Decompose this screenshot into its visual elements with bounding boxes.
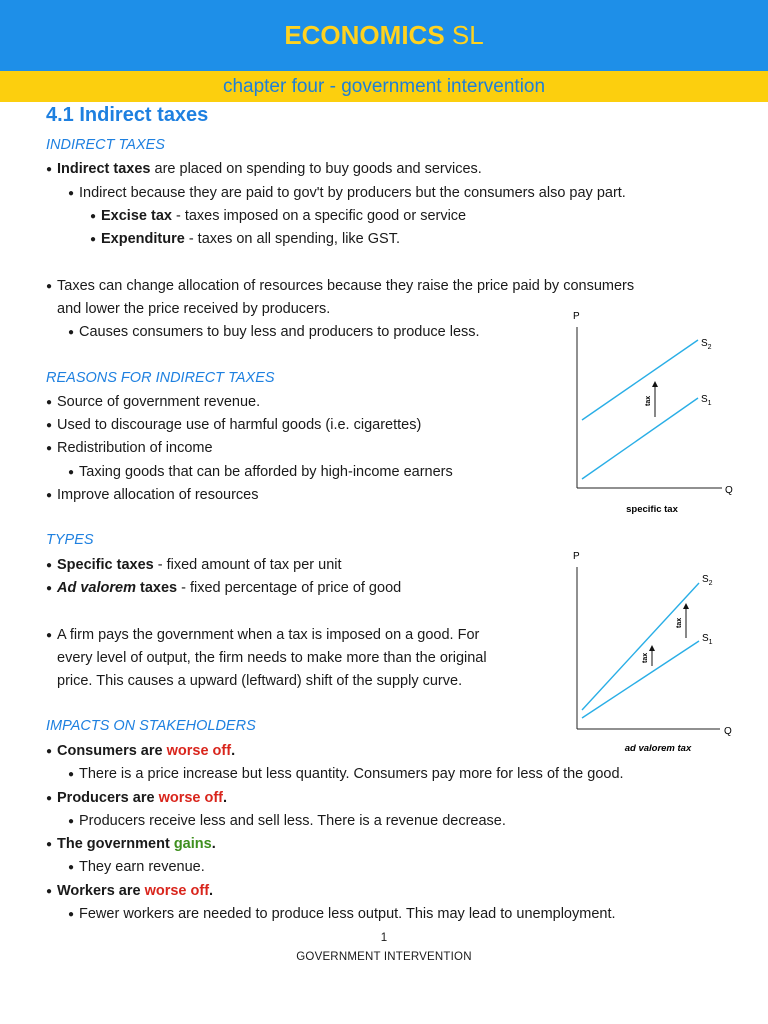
list-item: ● Used to discourage use of harmful goods (i.e. cigarettes): [46, 417, 422, 433]
list-item: ● They earn revenue.: [68, 859, 205, 875]
tax-arrow-head: [652, 381, 658, 387]
tax-arrow-lower-head: [649, 645, 655, 651]
list-item-continued: price. This causes a upward (leftward) shift of the supply curve.: [57, 673, 463, 689]
impacts-heading: IMPACTS ON STAKEHOLDERS: [46, 718, 256, 734]
list-item: ● There is a price increase but less quantity. Consumers pay more for less of the good.: [68, 766, 624, 782]
chart-caption: specific tax: [626, 504, 678, 515]
x-axis-label: Q: [724, 726, 732, 737]
supply-curve-s1: [582, 395, 698, 479]
specific-tax-chart: [560, 305, 750, 520]
supply-curve-s2: [582, 583, 699, 710]
x-axis-label: Q: [725, 485, 733, 496]
supply-curve-s2: [582, 340, 698, 420]
chapter-banner: chapter four - government intervention: [0, 71, 768, 102]
series-label-s2: $S_2$: [702, 574, 713, 587]
list-item: ● Redistribution of income: [46, 440, 213, 456]
doc-title-bold: ECONOMICS: [284, 20, 445, 50]
list-item: ● Indirect because they are paid to gov't by producers but the consumers also pay part.: [68, 185, 626, 201]
list-item: ● Taxing goods that can be afforded by high-income earners: [68, 464, 453, 480]
series-label-s1: $S_1$: [701, 394, 712, 407]
series-label-s1: $S_1$: [702, 633, 713, 646]
page-footer: GOVERNMENT INTERVENTION: [296, 951, 472, 963]
list-item: ● Improve allocation of resources: [46, 487, 259, 503]
list-item: ● Fewer workers are needed to produce less output. This may lead to unemployment.: [68, 906, 616, 922]
indirect-taxes-heading: INDIRECT TAXES: [46, 137, 165, 153]
series-label-s2: $S_2$: [701, 338, 712, 351]
list-item: ● The government gains.: [46, 836, 216, 852]
doc-title-rest: SL: [444, 20, 484, 50]
section-title: 4.1 Indirect taxes: [46, 104, 209, 126]
list-item: ● A firm pays the government when a tax is imposed on a good. For: [46, 627, 480, 643]
y-axis-label: P: [573, 551, 580, 562]
list-item: ● Specific taxes - fixed amount of tax per unit: [46, 557, 342, 573]
reasons-heading: REASONS FOR INDIRECT TAXES: [46, 370, 275, 386]
list-item: ● Excise tax - taxes imposed on a specific good or service: [90, 208, 467, 224]
doc-title-banner: [0, 0, 768, 71]
list-item: ● Consumers are worse off.: [46, 743, 236, 759]
supply-curve-s1: [582, 641, 699, 718]
tax-arrow-upper-head: [683, 603, 689, 609]
list-item: ● Producers receive less and sell less. There is a revenue decrease.: [68, 813, 506, 829]
list-item: ● Ad valorem taxes - fixed percentage of price of good: [46, 580, 402, 596]
ad-valorem-tax-chart: [560, 543, 750, 758]
list-item: ● Producers are worse off.: [46, 790, 228, 806]
tax-annotation-lower: tax: [642, 652, 649, 663]
list-item: ● Causes consumers to buy less and producers to produce less.: [68, 324, 480, 340]
types-heading: TYPES: [46, 532, 94, 548]
chart-caption: ad valorem tax: [624, 743, 692, 754]
list-item: ● Workers are worse off.: [46, 883, 214, 899]
list-item: ● Expenditure - taxes on all spending, like GST.: [90, 231, 400, 247]
y-axis-label: P: [573, 311, 580, 322]
list-item: ● Source of government revenue.: [46, 394, 261, 410]
tax-annotation: tax: [645, 395, 652, 406]
list-item-continued: and lower the price received by producers.: [57, 301, 331, 317]
list-item-continued: every level of output, the firm needs to make more than the original: [57, 650, 487, 666]
list-item: ● Indirect taxes are placed on spending to buy goods and services.: [46, 161, 482, 177]
tax-annotation-upper: tax: [676, 617, 683, 628]
page-number: 1: [380, 932, 388, 944]
list-item: ● Taxes can change allocation of resources because they raise the price paid by consumers: [46, 278, 635, 294]
